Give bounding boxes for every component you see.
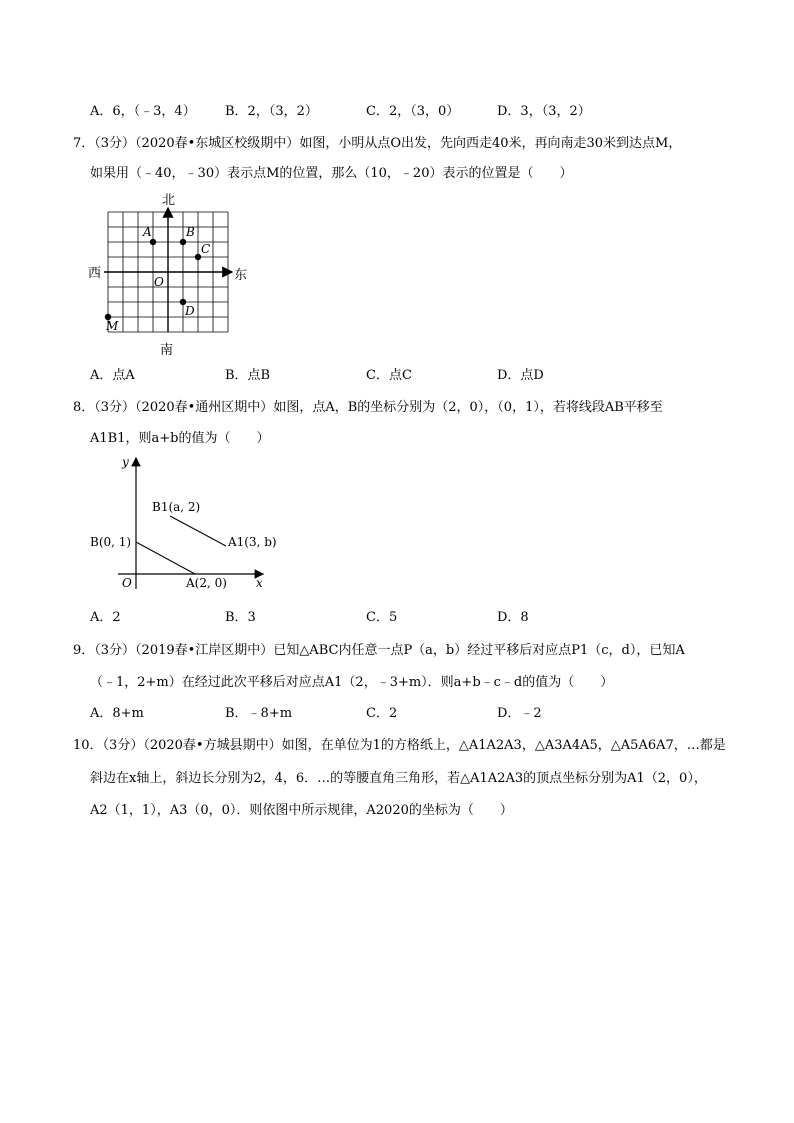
q7-point-label-c: C bbox=[201, 242, 211, 256]
q8-meta: （3分）（2020春•通州区期中） bbox=[94, 400, 274, 415]
q7-south-label: 南 bbox=[160, 343, 174, 357]
q10-stem-line3: A2（1，1），A3（0，0）．则依图中所示规律，A2020的坐标为（ ） bbox=[90, 803, 513, 818]
q9-meta: （3分）（2019春•江岸区期中） bbox=[94, 643, 274, 658]
q8-label-b1: B1(a, 2) bbox=[152, 500, 201, 514]
q9-text-1: 已知△ABC内任意一点P（a，b）经过平移后对应点P1（c，d），已知A bbox=[273, 643, 685, 658]
q7-point-label-b: B bbox=[186, 225, 195, 239]
q7-option-d: D．点D bbox=[497, 368, 544, 383]
q7-west-label: 西 bbox=[88, 266, 102, 281]
q7-north-label: 北 bbox=[162, 193, 176, 208]
q9-option-b: B．﹣8+m bbox=[225, 706, 293, 721]
q9-stem-line2: （﹣1，2+m）在经过此次平移后对应点A1（2，﹣3+m）．则a+b﹣c﹣d的值为（ ） bbox=[90, 675, 614, 690]
q6-option-d: D．3，（3，2） bbox=[497, 104, 591, 119]
q8-origin-label: O bbox=[122, 576, 132, 590]
q8-option-b: B．3 bbox=[225, 610, 256, 625]
q7-point-a bbox=[150, 239, 156, 245]
q7-point-label-a: A bbox=[143, 225, 152, 239]
q10-stem-line1 bbox=[73, 737, 726, 755]
q7-point-label-d: D bbox=[185, 304, 195, 318]
q8-segment-a1b1 bbox=[170, 516, 226, 546]
q8-figure bbox=[88, 454, 278, 594]
q8-label-a1: A1(3, b) bbox=[228, 535, 277, 549]
q7-stem-line2: 如果用（﹣40，﹣30）表示点M的位置，那么（10，﹣20）表示的位置是（ ） bbox=[90, 166, 573, 181]
q7-origin-label: O bbox=[154, 275, 164, 289]
q7-option-b: B．点B bbox=[225, 368, 271, 383]
q7-figure bbox=[84, 192, 254, 357]
q9-option-d: D．﹣2 bbox=[497, 706, 542, 721]
q7-point-label-m: M bbox=[106, 319, 119, 333]
q8-option-d: D．8 bbox=[497, 610, 529, 625]
q7-stem-line1 bbox=[73, 135, 681, 153]
q7-text-1: 如图，小明从点O出发，先向西走40米，再向南走30米到达点M， bbox=[299, 136, 682, 151]
q9-option-a: A．8+m bbox=[90, 706, 144, 721]
q8-segment-ab bbox=[136, 542, 195, 574]
q8-y-label: y bbox=[122, 455, 129, 469]
q8-option-a: A．2 bbox=[90, 610, 121, 625]
q9-number: 9． bbox=[73, 643, 95, 658]
q7-option-c: C．点C bbox=[366, 368, 412, 383]
q8-option-c: C．5 bbox=[366, 610, 398, 625]
q10-number: 10． bbox=[73, 738, 103, 753]
q7-number: 7． bbox=[73, 136, 95, 151]
q8-number: 8． bbox=[73, 400, 95, 415]
q9-option-c: C．2 bbox=[366, 706, 398, 721]
q10-text-1: 如图，在单位为1的方格纸上，△A1A2A3，△A3A4A5，△A5A6A7，…都是 bbox=[281, 738, 726, 753]
q8-label-a: A(2, 0) bbox=[186, 576, 227, 590]
q9-stem-line1 bbox=[73, 642, 685, 660]
q6-option-a: A．6，（﹣3，4） bbox=[90, 104, 196, 119]
q8-x-label: x bbox=[256, 576, 263, 590]
q8-label-b: B(0, 1) bbox=[90, 535, 132, 549]
q6-option-b: B．2，（3，2） bbox=[225, 104, 318, 119]
q10-stem-line2: 斜边在x轴上，斜边长分别为2，4，6．…的等腰直角三角形，若△A1A2A3的顶点坐标分别为A1（2，0）， bbox=[90, 771, 707, 786]
q7-east-label: 东 bbox=[234, 268, 248, 283]
q8-stem-line2: A1B1，则a+b的值为（ ） bbox=[90, 431, 270, 446]
q10-meta: （3分）（2020春•方城县期中） bbox=[102, 738, 282, 753]
q6-option-c: C．2，（3，0） bbox=[366, 104, 460, 119]
q7-point-b bbox=[180, 239, 186, 245]
q7-meta: （3分）（2020春•东城区校级期中） bbox=[94, 136, 300, 151]
q8-stem-line1 bbox=[73, 399, 663, 417]
q8-text-1: 如图，点A，B的坐标分别为（2，0），（0，1），若将线段AB平移至 bbox=[273, 400, 663, 415]
q7-option-a: A．点A bbox=[90, 368, 135, 383]
